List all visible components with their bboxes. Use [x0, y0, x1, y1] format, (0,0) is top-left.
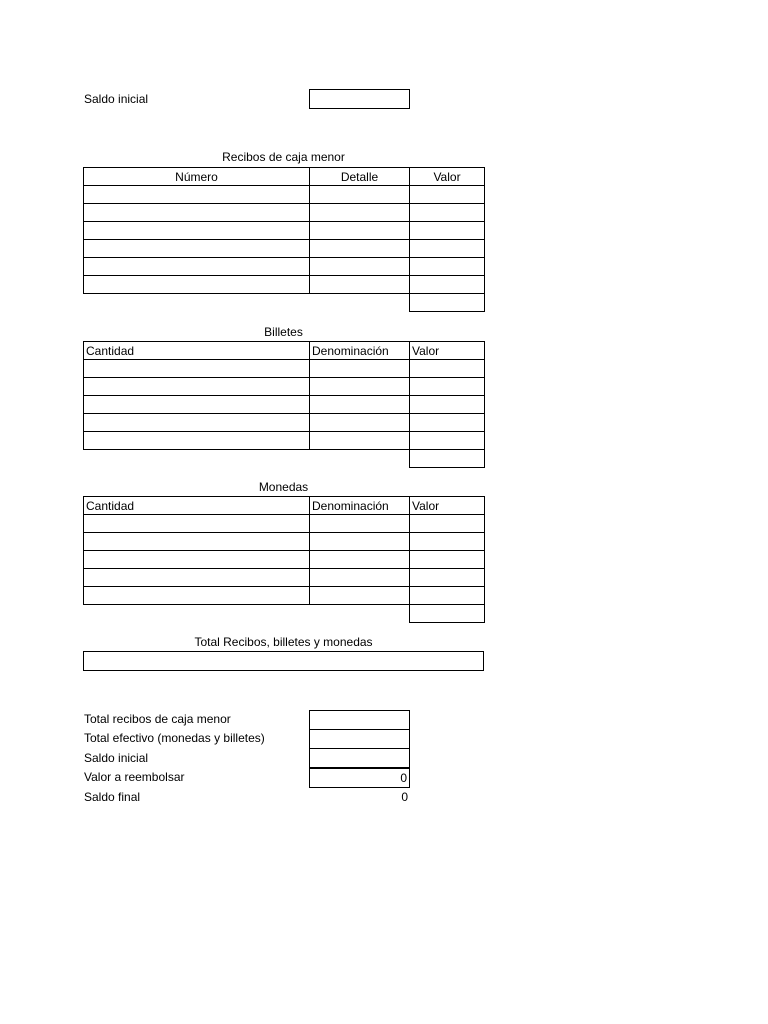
billetes-total-cell[interactable]	[410, 450, 485, 468]
blank-cell	[84, 450, 310, 468]
table-row	[84, 515, 485, 533]
table-row	[84, 258, 485, 276]
table-header-row	[84, 342, 485, 360]
table-row	[84, 414, 485, 432]
column-header-valor: Valor	[410, 168, 485, 186]
saldo-inicial-label: Saldo inicial	[84, 92, 149, 106]
table-row	[84, 276, 485, 294]
table-cell[interactable]	[84, 204, 310, 222]
table-cell[interactable]	[310, 378, 410, 396]
table-cell[interactable]	[410, 396, 485, 414]
summary-value-total-recibos[interactable]	[309, 710, 410, 730]
table-cell[interactable]	[410, 360, 485, 378]
total-row	[84, 605, 485, 623]
column-header-valor: Valor	[410, 342, 485, 360]
summary-value-saldo-final: 0	[401, 790, 408, 804]
table-cell[interactable]	[310, 222, 410, 240]
table-cell[interactable]	[410, 587, 485, 605]
summary-label-saldo-final: Saldo final	[84, 790, 141, 804]
table-header-row	[84, 497, 485, 515]
table-cell[interactable]	[310, 360, 410, 378]
blank-cell	[84, 294, 310, 312]
table-cell[interactable]	[410, 258, 485, 276]
total-row	[84, 450, 485, 468]
column-header-numero: Número	[84, 168, 310, 186]
table-cell[interactable]	[84, 533, 310, 551]
table-cell[interactable]	[84, 258, 310, 276]
table-row	[84, 222, 485, 240]
table-cell[interactable]	[84, 551, 310, 569]
table-cell[interactable]	[84, 222, 310, 240]
table-row	[84, 204, 485, 222]
column-header-cantidad: Cantidad	[84, 342, 310, 360]
table-cell[interactable]	[410, 533, 485, 551]
table-row	[84, 360, 485, 378]
table-row	[84, 378, 485, 396]
table-cell[interactable]	[84, 360, 310, 378]
blank-cell	[84, 605, 310, 623]
billetes-title: Billetes	[264, 325, 303, 339]
table-cell[interactable]	[410, 204, 485, 222]
blank-cell	[310, 294, 410, 312]
table-cell[interactable]	[310, 258, 410, 276]
table-cell[interactable]	[84, 569, 310, 587]
table-cell[interactable]	[310, 396, 410, 414]
table-cell[interactable]	[410, 414, 485, 432]
table-cell[interactable]	[310, 276, 410, 294]
table-cell[interactable]	[310, 533, 410, 551]
saldo-inicial-input[interactable]	[309, 89, 410, 109]
column-header-denominacion: Denominación	[310, 342, 410, 360]
blank-cell	[310, 605, 410, 623]
table-cell[interactable]	[84, 378, 310, 396]
table-cell[interactable]	[310, 432, 410, 450]
blank-cell	[310, 450, 410, 468]
table-cell[interactable]	[410, 551, 485, 569]
table-cell[interactable]	[310, 551, 410, 569]
column-header-denominacion: Denominación	[310, 497, 410, 515]
table-cell[interactable]	[84, 276, 310, 294]
monedas-total-cell[interactable]	[410, 605, 485, 623]
table-row	[84, 186, 485, 204]
table-cell[interactable]	[410, 240, 485, 258]
table-cell[interactable]	[410, 186, 485, 204]
table-cell[interactable]	[84, 240, 310, 258]
table-row	[84, 569, 485, 587]
summary-label-valor-reembolsar: Valor a reembolsar	[84, 770, 185, 784]
monedas-title: Monedas	[258, 480, 309, 494]
table-cell[interactable]	[310, 240, 410, 258]
billetes-table	[83, 341, 485, 468]
table-header-row	[84, 168, 485, 186]
table-cell[interactable]	[310, 204, 410, 222]
table-cell[interactable]	[410, 515, 485, 533]
table-row	[84, 587, 485, 605]
summary-value-valor-reembolsar[interactable]: 0	[309, 768, 410, 788]
column-header-detalle: Detalle	[310, 168, 410, 186]
table-row	[84, 240, 485, 258]
total-general-title: Total Recibos, billetes y monedas	[194, 635, 373, 649]
table-row	[84, 396, 485, 414]
summary-label-total-efectivo: Total efectivo (monedas y billetes)	[84, 731, 265, 745]
table-cell[interactable]	[310, 569, 410, 587]
monedas-table	[83, 496, 485, 623]
table-cell[interactable]	[84, 432, 310, 450]
total-row	[84, 294, 485, 312]
summary-value-saldo-inicial[interactable]	[309, 748, 410, 768]
column-header-cantidad: Cantidad	[84, 497, 310, 515]
summary-value-total-efectivo[interactable]	[309, 729, 410, 749]
table-row	[84, 533, 485, 551]
column-header-valor: Valor	[410, 497, 485, 515]
recibos-title: Recibos de caja menor	[222, 150, 345, 164]
table-cell[interactable]	[310, 186, 410, 204]
table-cell[interactable]	[410, 222, 485, 240]
summary-label-saldo-inicial: Saldo inicial	[84, 751, 149, 765]
table-cell[interactable]	[410, 276, 485, 294]
table-cell[interactable]	[410, 569, 485, 587]
table-cell[interactable]	[84, 587, 310, 605]
table-cell[interactable]	[84, 414, 310, 432]
table-row	[84, 551, 485, 569]
table-cell[interactable]	[310, 587, 410, 605]
recibos-table	[83, 167, 485, 312]
table-cell[interactable]	[84, 186, 310, 204]
table-cell[interactable]	[310, 414, 410, 432]
table-cell[interactable]	[310, 515, 410, 533]
table-row	[84, 432, 485, 450]
table-cell[interactable]	[84, 396, 310, 414]
table-cell[interactable]	[410, 432, 485, 450]
total-general-input[interactable]	[83, 651, 484, 671]
summary-label-total-recibos: Total recibos de caja menor	[84, 712, 231, 726]
table-cell[interactable]	[410, 378, 485, 396]
table-cell[interactable]	[84, 515, 310, 533]
recibos-total-cell[interactable]	[410, 294, 485, 312]
